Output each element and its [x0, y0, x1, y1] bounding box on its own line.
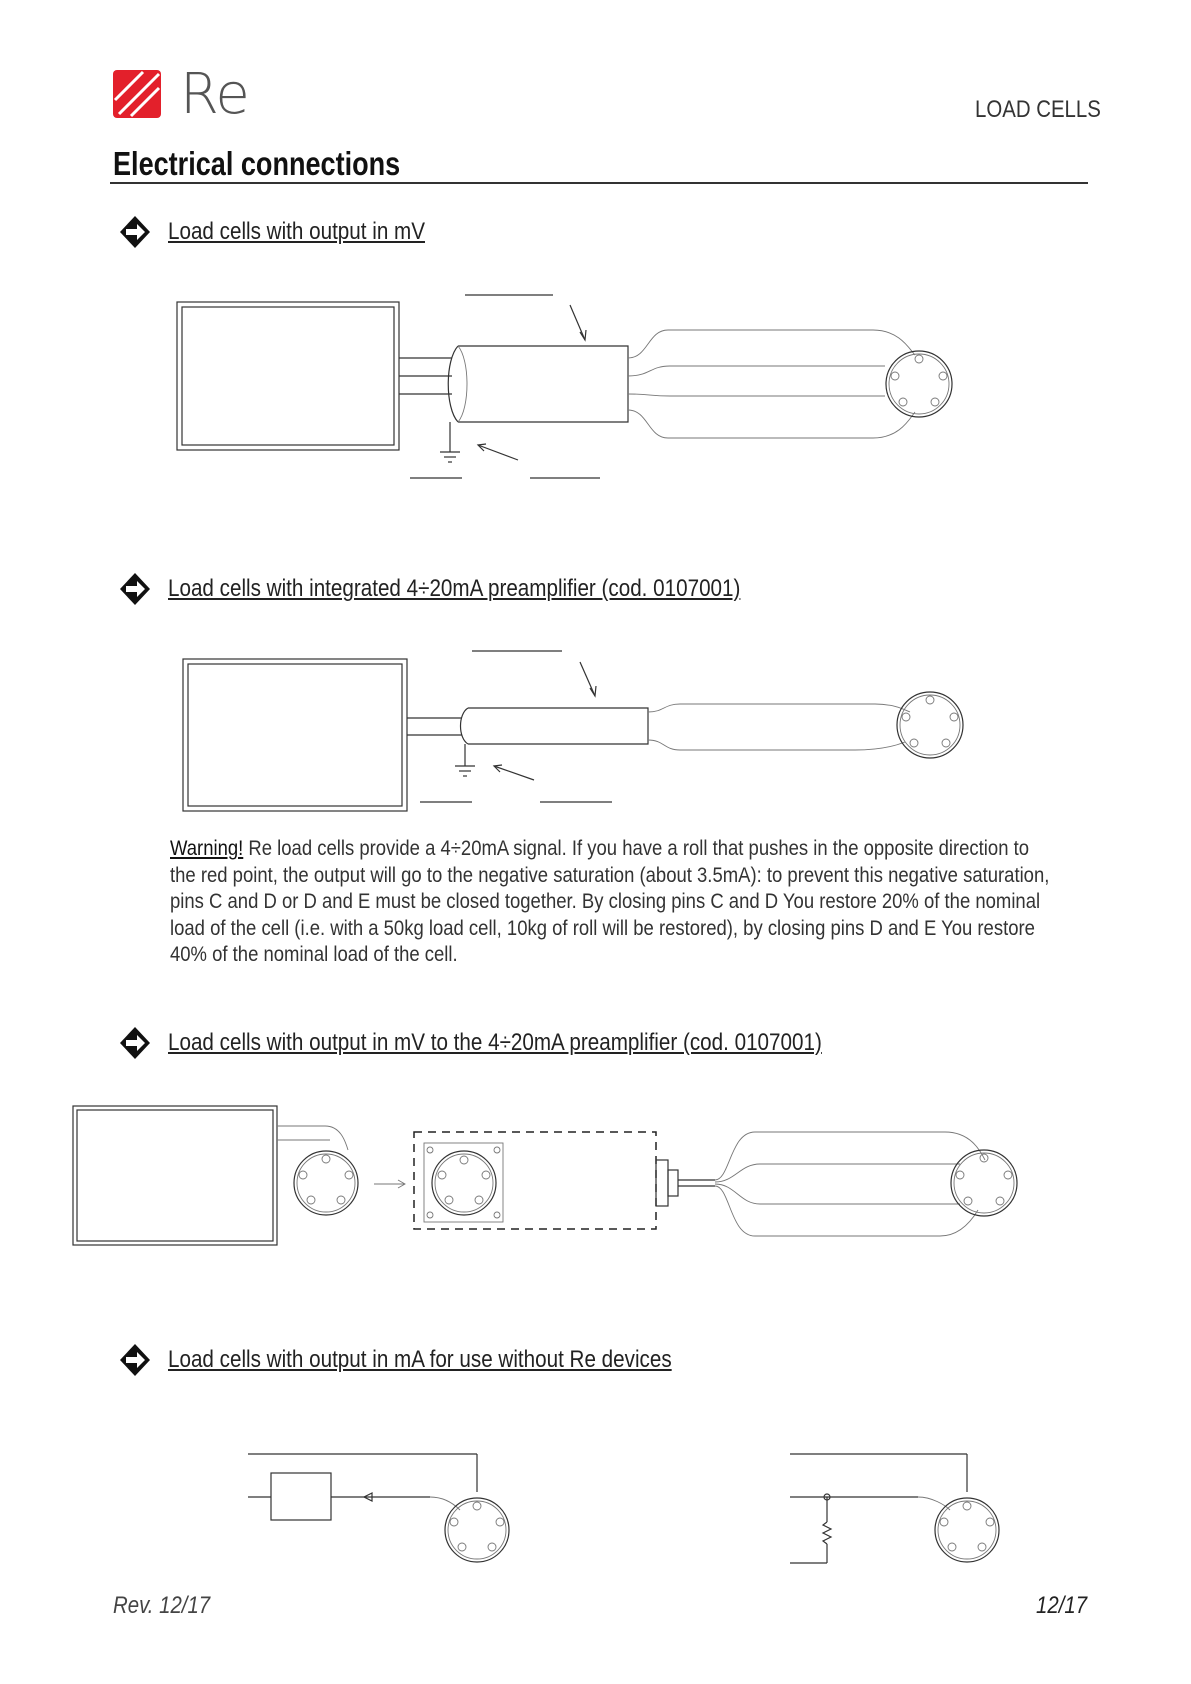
header-section-title: LOAD CELLS: [975, 96, 1101, 123]
section-label: Load cells with output in mV to the 4÷20mA preamplifier (cod. 0107001): [168, 1029, 822, 1056]
logo-text: Re: [180, 62, 249, 127]
warning-title: Warning!: [170, 837, 244, 860]
section-label: Load cells with output in mV: [168, 218, 425, 245]
warning-text: Re load cells provide a 4÷20mA signal. If you have a roll that pushes in the opposite direction to the red point, the output will go to the negative saturation (about 3.5mA): to prevent this negative saturation, pins C and D or D and E must be closed together. By closing pins C and D You restore 20% of the nominal load of the cell (i.e. with a 50kg load cell, 10kg of roll will be restored), by closing pins D and E You restore 40% of the nominal load of the cell.: [170, 837, 1050, 966]
footer-page-number: 12/17: [1036, 1592, 1088, 1619]
page-title: Electrical connections: [113, 145, 401, 182]
section-label: Load cells with output in mA for use without Re devices: [168, 1346, 672, 1373]
section-label: Load cells with integrated 4÷20mA preamplifier (cod. 0107001): [168, 575, 741, 602]
footer-revision: Rev. 12/17: [113, 1592, 211, 1619]
